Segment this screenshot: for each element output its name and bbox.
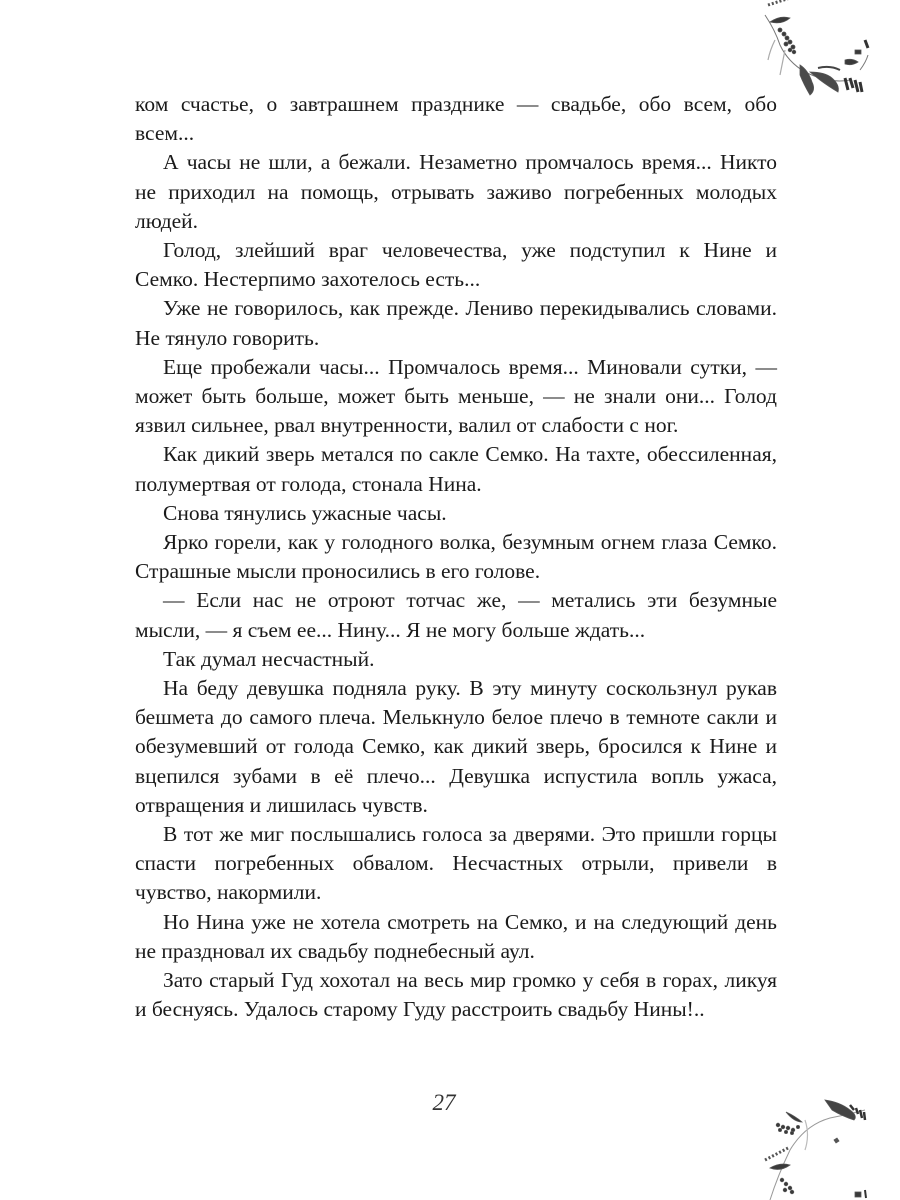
paragraph: На беду девушка подняла руку. В эту минуту соскользнул рукав бешмета до самого плеча. Мелькнуло белое плечо в темноте сакли и обезумевший от голода Семко, как дикий зверь, бросился к Нине и вцепился зубами в её плечо... Девушка испустила вопль ужаса, отвращения и лишилась чувств.: [135, 676, 777, 817]
paragraph: Так думал несчастный.: [163, 646, 375, 671]
page-number: 27: [432, 1090, 456, 1115]
paragraph: — Если нас не отроют тотчас же, — метались эти безумные мысли, — я съем ее... Нину... Я не могу больше ждать...: [135, 588, 777, 642]
paragraph: В тот же миг послышались голоса за дверями. Это пришли горцы спасти погребенных обвалом. Несчастных отрыли, привели в чувство, накормили.: [135, 822, 777, 905]
paragraph: Но Нина уже не хотела смотреть на Семко, и на следующий день не праздновал их свадьбу поднебесный аул.: [135, 909, 777, 963]
paragraph: Ярко горели, как у голодного волка, безумным огнем глаза Семко. Страшные мысли проносились в его голове.: [135, 530, 777, 584]
paragraph: ком счастье, о завтрашнем празднике — свадьбе, обо всем, обо всем...: [135, 92, 777, 146]
paragraph: Еще пробежали часы... Промчалось время... Миновали сутки, — может быть больше, может быть меньше, — не знали они... Голод язвил сильнее, рвал внутренности, валил от слабости с ног.: [135, 354, 777, 438]
paragraph: Как дикий зверь метался по сакле Семко. На тахте, обессиленная, полумертвая от голода, стонала Нина.: [135, 442, 777, 496]
page-body-text: [135, 90, 777, 1025]
paragraph: Уже не говорилось, как прежде. Лениво перекидывались словами. Не тянуло говорить.: [135, 296, 777, 350]
paragraph: А часы не шли, а бежали. Незаметно промчалось время... Никто не приходил на помощь, отрывать заживо погребенных молодых людей.: [135, 150, 777, 233]
floral-ornament-bottom-icon: [750, 1080, 900, 1200]
paragraph: Зато старый Гуд хохотал на весь мир громко у себя в горах, ликуя и беснуясь. Удалось старому Гуду расстроить свадьбу Нины!..: [135, 968, 777, 1022]
paragraph: Снова тянулись ужасные часы.: [163, 500, 447, 525]
paragraph: Голод, злейший враг человечества, уже подступил к Нине и Семко. Нестерпимо захотелось есть...: [135, 238, 777, 292]
